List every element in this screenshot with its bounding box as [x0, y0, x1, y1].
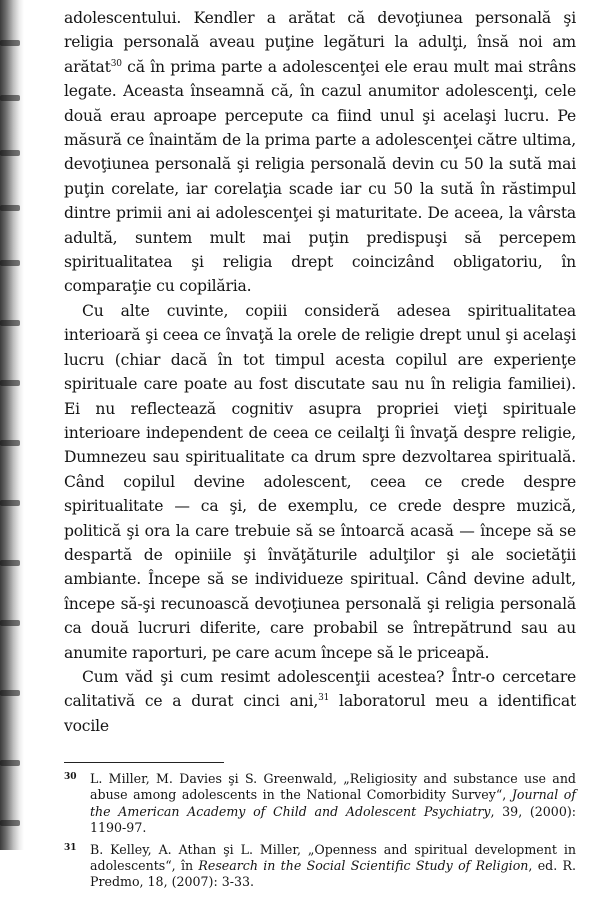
footnote-separator	[64, 762, 224, 763]
paragraph	[64, 6, 576, 299]
gutter-bleed-mark	[0, 560, 20, 566]
gutter-bleed-mark	[0, 380, 20, 386]
text-run: , 39, (2000): 1190-97.	[90, 803, 576, 835]
paragraph	[64, 665, 576, 738]
text-run: că în prima parte a adolescenţei ele erau mult mai strâns legate. Aceasta înseamnă că, în cazul anumitor adolescenţi, cele două erau aproape percepute ca fiind unul şi acelaşi lucru. Pe măsură ce înaintăm de la prima parte a adolescenţei către ultima, devoţiunea personală şi religia personală devin cu 50 la sută mai puţin corelate, iar corelaţia scade iar cu 50 la sută în răstimpul dintre primii ani ai adolescenţei şi maturitate. De aceea, la vârsta adultă, suntem mult mai puţin predispuşi să percepem spiritualitatea şi religia drept coincizând obligatoriu, în comparaţie cu copilăria.	[64, 57, 576, 296]
gutter-bleed-mark	[0, 760, 20, 766]
text-run: Cu alte cuvinte, copiii consideră adesea spiritualitatea interioară şi ceea ce învaţă la orele de religie drept unul şi acelaşi lucru (chiar dacă în tot timpul acesta copilul are experienţe spirituale care poate au fost discutate sau nu în religia familiei). Ei nu reflectează cognitiv asupra propriei vieţi spirituale interioare independent de ceea ce ceilalţi îi învaţă despre religie, Dumnezeu sau spiritualitate ca drum spre dezvoltarea spirituală. Când copilul devine adolescent, ceea ce crede despre spiritualitate — ca şi, de exemplu, ce crede despre muzică, politică şi ora la care trebuie să se întoarcă acasă — începe să se despartă de opiniile şi învăţăturile adulţilor şi ale societăţii ambiante. Începe să se individueze spiritual. Când devine adult, începe să-şi recunoască devoţiunea personală şi religia personală ca două lucruri diferite, care probabil se întrepătrund sau au anumite raporturi, pe care acum începe să le priceapă.	[64, 301, 576, 662]
footnote	[64, 771, 576, 836]
gutter-bleed-mark	[0, 260, 20, 266]
gutter-bleed-mark	[0, 40, 20, 46]
text-run: , ed. R. Predmo, 18, (2007): 3-33.	[90, 858, 576, 890]
footnote-number: 31	[64, 843, 77, 853]
text-run: Cum văd şi cum resimt adolescenţii acestea? Într-o cercetare calitativă ce a durat cinci ani,	[64, 667, 576, 711]
gutter-bleed-mark	[0, 95, 20, 101]
binding-gutter	[0, 0, 24, 850]
gutter-bleed-mark	[0, 690, 20, 696]
footnote-reference[interactable]: 30	[110, 58, 122, 69]
gutter-bleed-mark	[0, 320, 20, 326]
gutter-bleed-mark	[0, 620, 20, 626]
body-text	[64, 6, 576, 738]
footnote	[64, 842, 576, 891]
gutter-bleed-mark	[0, 440, 20, 446]
gutter-bleed-mark	[0, 205, 20, 211]
text-run: adolescentului. Kendler a arătat că devoţiunea personală şi religia personală aveau puţine legături la adulţi, însă noi am arătat	[64, 9, 576, 76]
paragraph	[64, 299, 576, 665]
gutter-bleed-mark	[0, 500, 20, 506]
text-run: B. Kelley, A. Athan şi L. Miller, „Openness and spiritual development in adolescents“, în	[90, 842, 576, 874]
footnotes	[64, 771, 576, 890]
gutter-bleed-mark	[0, 820, 20, 826]
text-run: L. Miller, M. Davies şi S. Greenwald, „Religiosity and substance use and abuse among adolescents in the National Comorbidity Survey“,	[90, 771, 576, 803]
footnote-number: 30	[64, 772, 77, 783]
italic-title: Research in the Social Scientific Study of Religion	[198, 858, 529, 874]
book-page	[64, 6, 576, 897]
italic-title: Journal of the American Academy of Child and Adolescent Psychiatry	[90, 787, 576, 819]
footnote-reference[interactable]: 31	[318, 693, 330, 704]
text-run: laboratorul meu a identificat vocile	[64, 692, 576, 735]
gutter-bleed-mark	[0, 150, 20, 156]
